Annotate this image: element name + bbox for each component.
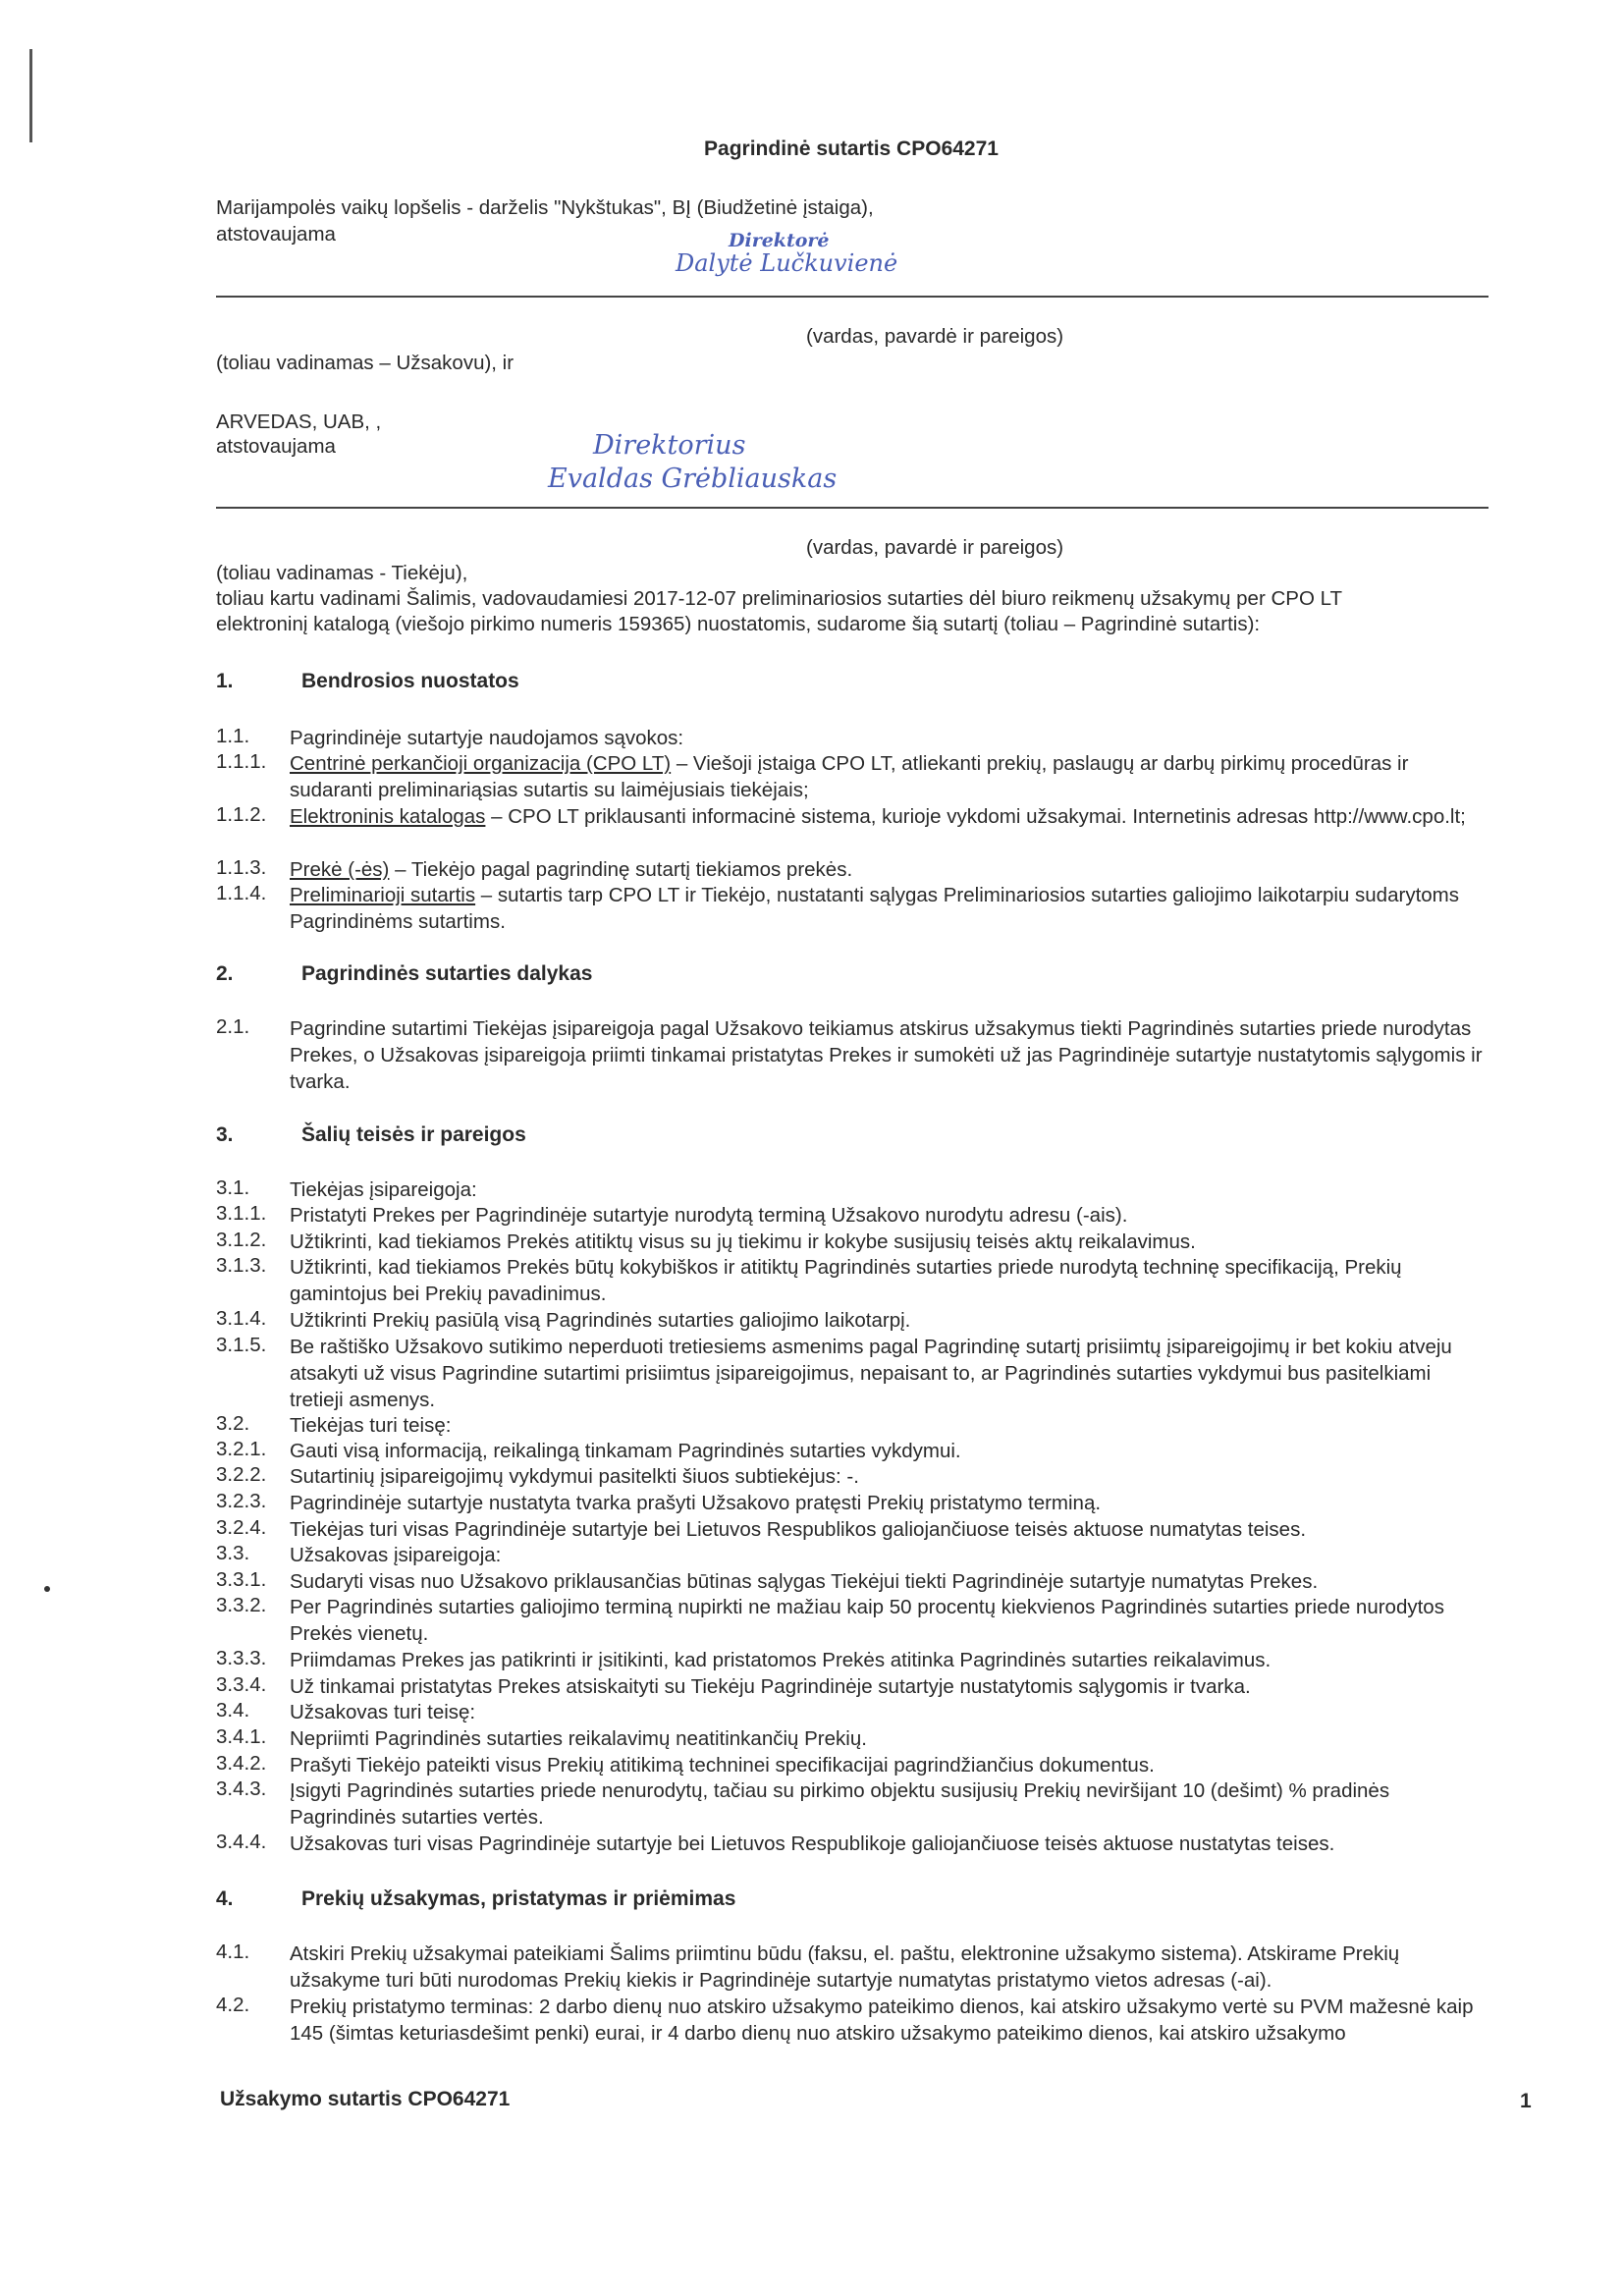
clause-number: 4.1. xyxy=(216,1941,250,1963)
clause-text: Per Pagrindinės sutarties galiojimo terminą nupirkti ne mažiau kaip 50 procentų kiekvienos Pagrindinės sutarties priede nurodytos Prekės vienetų. xyxy=(290,1596,1444,1645)
page-number: 1 xyxy=(1520,2090,1532,2112)
clause-text: Už tinkamai pristatytas Prekes atsiskaityti su Tiekėju Pagrindinėje sutartyje nustatytomis sąlygomis ir tvarka. xyxy=(290,1675,1251,1698)
clause-text: Priimdamas Prekes jas patikrinti ir įsitikinti, kad pristatomos Prekės atitinka Pagrindinės sutarties reikalavimus. xyxy=(290,1649,1272,1671)
clause-term: Elektroninis katalogas xyxy=(290,805,486,828)
section-title: Pagrindinės sutarties dalykas xyxy=(301,962,593,985)
party1-represented: atstovaujama xyxy=(216,223,336,246)
clause-text: Pristatyti Prekes per Pagrindinėje sutartyje nurodytą terminą Užsakovo nurodytu adresu (-ais). xyxy=(290,1204,1128,1227)
clause-number: 3.2.4. xyxy=(216,1516,267,1539)
document-title: Pagrindinė sutartis CPO64271 xyxy=(704,137,999,160)
clause-text: Užtikrinti Prekių pasiūlą visą Pagrindinės sutarties galiojimo laikotarpį. xyxy=(290,1309,911,1332)
clause-term: Centrinė perkančioji organizacija (CPO LT) xyxy=(290,752,672,775)
clause-number: 3.3.1. xyxy=(216,1568,267,1591)
clause-text: Sutartinių įsipareigojimų vykdymui pasitelkti šiuos subtiekėjus: -. xyxy=(290,1465,859,1488)
scan-margin-mark xyxy=(29,49,32,142)
clause-text: Įsigyti Pagrindinės sutarties priede nenurodytų, tačiau su pirkimo objektu susijusių Prekių neviršijant 10 (dešimt) % pradinės Pagrindinės sutarties vertės. xyxy=(290,1779,1390,1829)
clause-number: 3.3.3. xyxy=(216,1647,267,1669)
clause-text: Užsakovas turi teisę: xyxy=(290,1701,476,1723)
clause-number: 3.4.2. xyxy=(216,1752,267,1775)
section-number: 3. xyxy=(216,1123,234,1146)
clause-text xyxy=(290,803,1488,830)
scan-dot xyxy=(44,1586,50,1592)
clause-number: 3.1.1. xyxy=(216,1202,267,1225)
clause-number: 3.2.2. xyxy=(216,1463,267,1486)
clause-number: 3.2. xyxy=(216,1412,250,1435)
party2-stamp-role: Direktorius xyxy=(593,430,746,461)
party2-name: ARVEDAS, UAB, , xyxy=(216,410,382,433)
clause-number: 3.3.4. xyxy=(216,1673,267,1696)
clause-text xyxy=(290,856,1488,883)
clause-text: Tiekėjas turi teisę: xyxy=(290,1414,452,1437)
clause-text: Nepriimti Pagrindinės sutarties reikalavimų neatitinkančių Prekių. xyxy=(290,1727,867,1750)
section-number: 2. xyxy=(216,962,234,985)
clause-number: 3.4. xyxy=(216,1699,250,1722)
party1-stamp-name: Dalytė Lučkuvienė xyxy=(676,249,898,277)
clause-text: Pagrindinėje sutartyje naudojamos sąvokos: xyxy=(290,727,684,749)
clause-text: Tiekėjas turi visas Pagrindinėje sutartyje bei Lietuvos Respublikos galiojančiuose teisės aktuose numatytas teises. xyxy=(290,1518,1307,1541)
clause-number: 3.1. xyxy=(216,1176,250,1199)
clause-text: Užtikrinti, kad tiekiamos Prekės būtų kokybiškos ir atitiktų Pagrindinės sutarties priede nurodytą techninę specifikaciją, Prekių gamintojus bei Prekių pavadinimus. xyxy=(290,1256,1402,1305)
clause-number: 3.4.4. xyxy=(216,1831,267,1853)
clause-number: 3.3.2. xyxy=(216,1594,267,1616)
clause-text: Prašyti Tiekėjo pateikti visus Prekių atitikimą techninei specifikacijai pagrindžiančius dokumentus. xyxy=(290,1754,1155,1777)
clause-number: 3.2.1. xyxy=(216,1438,267,1460)
party1-name: Marijampolės vaikų lopšelis - darželis "Nykštukas", BĮ (Biudžetinė įstaiga), xyxy=(216,196,874,219)
clause-text: Pagrindinėje sutartyje nustatyta tvarka prašyti Užsakovo pratęsti Prekių pristatymo terminą. xyxy=(290,1492,1102,1514)
party1-stamp-role: Direktorė xyxy=(729,230,830,251)
clause-text: Sudaryti visas nuo Užsakovo priklausančias būtinas sąlygas Tiekėjui tiekti Pagrindinėje sutartyje numatytas Prekes. xyxy=(290,1570,1319,1593)
clause-number: 2.1. xyxy=(216,1015,250,1038)
clause-term: Preliminarioji sutartis xyxy=(290,884,476,906)
section-title: Prekių užsakymas, pristatymas ir priėmimas xyxy=(301,1887,736,1910)
clause-number: 4.2. xyxy=(216,1994,250,2016)
clause-text: Tiekėjas įsipareigoja: xyxy=(290,1178,477,1201)
clause-definition: – CPO LT priklausanti informacinė sistema, kurioje vykdomi užsakymai. Internetinis adresas http://www.cpo.lt; xyxy=(485,805,1466,828)
clause-text: Užsakovas įsipareigoja: xyxy=(290,1544,502,1566)
footer-document-name: Užsakymo sutartis CPO64271 xyxy=(220,2088,511,2110)
clause-text: Užtikrinti, kad tiekiamos Prekės atitiktų visus su jų tiekimu ir kokybe susijusių teisės aktų reikalavimus. xyxy=(290,1230,1196,1253)
clause-number: 1.1.4. xyxy=(216,882,267,904)
clause-number: 1.1.1. xyxy=(216,750,267,773)
party1-signature-line xyxy=(216,296,1489,298)
party2-alias: (toliau vadinamas - Tiekėju), xyxy=(216,562,468,584)
clause-number: 3.3. xyxy=(216,1542,250,1564)
clause-text: Pagrindine sutartimi Tiekėjas įsipareigoja pagal Užsakovo teikiamus atskirus užsakymus tiekti Pagrindinės sutarties priede nurodytas Prekes, o Užsakovas įsipareigoja priimti tinkamai pristatytas Prekes ir sumokėti už jas Pagrindinėje sutartyje nustatytomis sąlygomis ir tvarka. xyxy=(290,1017,1483,1093)
clause-number: 1.1. xyxy=(216,725,250,747)
clause-term: Prekė (-ės) xyxy=(290,858,390,881)
intro-line-1: toliau kartu vadinami Šalimis, vadovaudamiesi 2017-12-07 preliminariosios sutarties dėl biuro reikmenų užsakymų per CPO LT xyxy=(216,587,1342,610)
party1-alias: (toliau vadinamas – Užsakovu), ir xyxy=(216,352,514,374)
intro-line-2: elektroninį katalogą (viešojo pirkimo numeris 159365) nuostatomis, sudarome šią sutartį (toliau – Pagrindinė sutartis): xyxy=(216,613,1261,635)
clause-number: 1.1.2. xyxy=(216,803,267,826)
clause-number: 3.4.3. xyxy=(216,1777,267,1800)
clause-text: Gauti visą informaciją, reikalingą tinkamam Pagrindinės sutarties vykdymui. xyxy=(290,1440,961,1462)
clause-number: 3.2.3. xyxy=(216,1490,267,1512)
section-number: 4. xyxy=(216,1887,234,1910)
party2-caption: (vardas, pavardė ir pareigos) xyxy=(806,536,1064,559)
clause-number: 3.4.1. xyxy=(216,1725,267,1748)
party2-signature-line xyxy=(216,507,1489,509)
clause-number: 1.1.3. xyxy=(216,856,267,879)
clause-number: 3.1.3. xyxy=(216,1254,267,1277)
clause-definition: – sutartis tarp CPO LT ir Tiekėjo, nustatanti sąlygas Preliminariosios sutarties galiojimo laikotarpiu sudarytoms Pagrindinėms sutartims. xyxy=(290,884,1459,933)
clause-number: 3.1.2. xyxy=(216,1229,267,1251)
clause-number: 3.1.4. xyxy=(216,1307,267,1330)
clause-definition: – Tiekėjo pagal pagrindinę sutartį tiekiamos prekės. xyxy=(389,858,853,881)
clause-text: Atskiri Prekių užsakymai pateikiami Šalims priimtinu būdu (faksu, el. paštu, elektronine užsakymo sistema). Atskirame Prekių užsakyme turi būti nurodomas Prekių kiekis ir Pagrindinėje sutartyje numatytas pristatymo vietos adresas (-ai). xyxy=(290,1942,1400,1992)
section-number: 1. xyxy=(216,670,234,692)
clause-text: Prekių pristatymo terminas: 2 darbo dienų nuo atskiro užsakymo pateikimo dienos, kai atskiro užsakymo vertė su PVM mažesnė kaip 145 (šimtas keturiasdešimt penki) eurai, ir 4 darbo dienų nuo atskiro užsakymo pateikimo dienos, kai atskiro užsakymo xyxy=(290,1995,1474,2045)
party2-stamp-name: Evaldas Grėbliauskas xyxy=(548,464,838,494)
clause-text: Be raštiško Užsakovo sutikimo neperduoti tretiesiems asmenims pagal Pagrindinę sutartį prisiimtų įsipareigojimų ir bet kokiu atveju atsakyti už visus Pagrindine sutartimi prisiimtus įsipareigojimus, nepaisant to, ar Pagrindinės sutarties vykdymui bus pasitelkiami tretieji asmenys. xyxy=(290,1336,1452,1411)
party2-represented: atstovaujama xyxy=(216,435,336,458)
section-title: Bendrosios nuostatos xyxy=(301,670,519,692)
clause-text xyxy=(290,750,1488,803)
party1-caption: (vardas, pavardė ir pareigos) xyxy=(806,325,1064,348)
clause-text: Užsakovas turi visas Pagrindinėje sutartyje bei Lietuvos Respublikoje galiojančiuose teisės aktuose nustatytas teises. xyxy=(290,1832,1335,1855)
clause-number: 3.1.5. xyxy=(216,1334,267,1356)
clause-text xyxy=(290,882,1488,935)
section-title: Šalių teisės ir pareigos xyxy=(301,1123,526,1146)
clause-definition: – Viešoji įstaiga CPO LT, atliekanti prekių, paslaugų ar darbų pirkimų procedūras ir sudaranti preliminariąsias sutartis su laimėjusiais tiekėjais; xyxy=(290,752,1409,801)
